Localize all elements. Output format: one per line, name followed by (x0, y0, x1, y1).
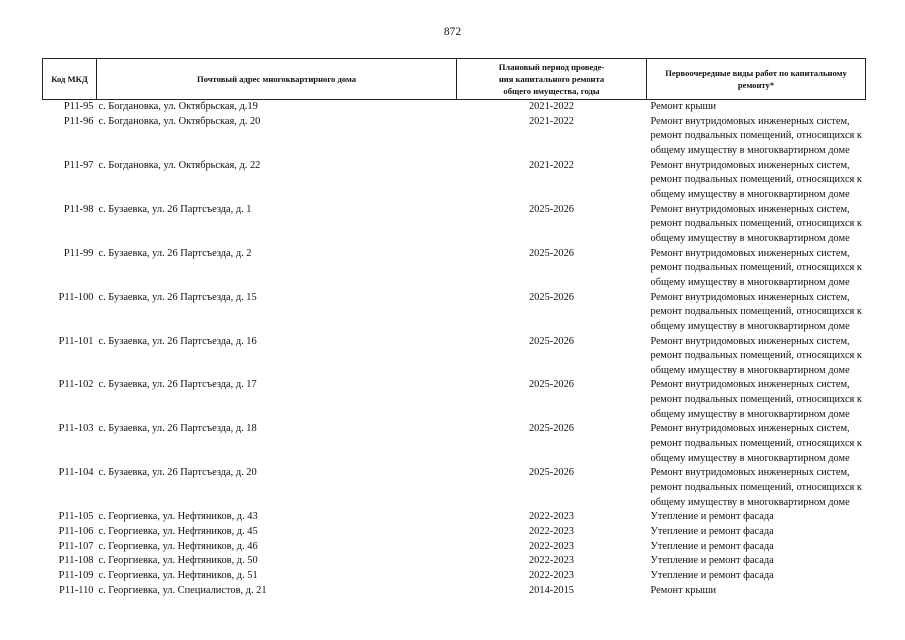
mkd-code-cell: Р11-108 (58, 555, 94, 567)
mkd-code-cell: Р11-109 (58, 570, 94, 581)
address-cell: с. Бузаевка, ул. 26 Партсъезда, д. 16 (98, 335, 257, 347)
period-cell: 2025-2026 (528, 467, 575, 479)
table-row (43, 291, 866, 335)
works-line: ремонт подвальных помещений, относящихся к (650, 218, 862, 230)
mkd-code-cell: Р11-96 (63, 115, 94, 127)
header-works-line: ремонту* (737, 80, 775, 90)
works-line: общему имуществу в многоквартирном доме (650, 188, 850, 200)
mkd-code-cell: Р11-99 (63, 247, 94, 259)
period-cell: 2025-2026 (528, 291, 575, 303)
works-line: общему имуществу в многоквартирном доме (650, 276, 850, 288)
header-works (647, 59, 866, 100)
works-cell (647, 115, 866, 159)
works-line: общему имуществу в многоквартирном доме (650, 232, 850, 244)
period-cell: 2021-2022 (528, 159, 575, 171)
address-cell: с. Бузаевка, ул. 26 Партсъезда, д. 2 (98, 247, 252, 259)
works-line: Ремонт крыши (650, 584, 717, 596)
table-row (43, 540, 866, 555)
mkd-code-cell: Р11-104 (58, 467, 94, 479)
table-row (43, 569, 866, 584)
table-row (43, 378, 866, 422)
period-cell: 2025-2026 (528, 247, 575, 259)
works-line: общему имуществу в многоквартирном доме (650, 320, 850, 332)
header-period-line: Плановый период проведе- (498, 62, 605, 72)
table-row (43, 247, 866, 291)
address-cell: с. Бузаевка, ул. 26 Партсъезда, д. 17 (98, 379, 257, 391)
capital-repair-table (42, 58, 866, 598)
table-row (43, 466, 866, 510)
mkd-code-cell: Р11-110 (59, 584, 94, 596)
table-row (43, 159, 866, 203)
works-cell (647, 291, 866, 335)
table-header (43, 59, 866, 100)
period-cell: 2022-2023 (528, 526, 575, 538)
works-cell (647, 378, 866, 422)
works-line: Ремонт внутридомовых инженерных систем, (650, 467, 850, 479)
mkd-code-cell: Р11-95 (63, 101, 94, 112)
address-cell: с. Бузаевка, ул. 26 Партсъезда, д. 1 (98, 203, 252, 215)
table-row (43, 525, 866, 540)
period-cell: 2022-2023 (528, 570, 575, 581)
table-row (43, 100, 866, 115)
address-cell: с. Богдановка, ул. Октябрьская, д.19 (98, 101, 258, 112)
works-cell (647, 569, 866, 584)
works-line: Утепление и ремонт фасада (650, 570, 774, 581)
works-line: ремонт подвальных помещений, относящихся к (650, 262, 862, 274)
mkd-code-cell: Р11-105 (58, 511, 94, 523)
works-line: ремонт подвальных помещений, относящихся к (650, 306, 862, 318)
works-line: Утепление и ремонт фасада (650, 555, 774, 567)
address-cell: с. Богдановка, ул. Октябрьская, д. 22 (98, 159, 261, 171)
header-period (457, 59, 647, 100)
works-line: ремонт подвальных помещений, относящихся к (650, 438, 862, 450)
header-period-line: общего имущества, годы (503, 86, 600, 96)
works-line: ремонт подвальных помещений, относящихся к (650, 174, 862, 186)
works-line: ремонт подвальных помещений, относящихся к (650, 130, 862, 142)
header-works-line: Первоочередные виды работ по капитальному (665, 68, 847, 78)
works-line: ремонт подвальных помещений, относящихся к (650, 394, 862, 406)
address-cell: с. Георгиевка, ул. Нефтяников, д. 45 (98, 526, 258, 538)
address-cell: с. Георгиевка, ул. Специалистов, д. 21 (98, 584, 267, 596)
works-line: Ремонт внутридомовых инженерных систем, (650, 291, 850, 303)
mkd-code-cell: Р11-103 (58, 423, 94, 435)
works-line: Утепление и ремонт фасада (650, 526, 774, 538)
works-cell (647, 540, 866, 555)
works-line: общему имуществу в многоквартирном доме (650, 144, 850, 156)
address-cell: с. Георгиевка, ул. Нефтяников, д. 50 (98, 555, 258, 567)
table-row (43, 554, 866, 569)
mkd-code-cell: Р11-106 (58, 526, 94, 538)
address-cell: с. Георгиевка, ул. Нефтяников, д. 46 (98, 540, 258, 552)
works-line: Ремонт внутридомовых инженерных систем, (650, 115, 850, 127)
period-cell: 2021-2022 (528, 115, 575, 127)
period-cell: 2025-2026 (528, 203, 575, 215)
address-cell: с. Бузаевка, ул. 26 Партсъезда, д. 15 (98, 291, 257, 303)
address-cell: с. Богдановка, ул. Октябрьская, д. 20 (98, 115, 261, 127)
table-row (43, 584, 866, 599)
mkd-code-cell: Р11-98 (63, 203, 94, 215)
works-line: Утепление и ремонт фасада (650, 511, 774, 523)
works-line: Ремонт внутридомовых инженерных систем, (650, 247, 850, 259)
table-row (43, 203, 866, 247)
period-cell: 2025-2026 (528, 379, 575, 391)
period-cell: 2025-2026 (528, 335, 575, 347)
works-cell (647, 203, 866, 247)
table-row (43, 422, 866, 466)
works-cell (647, 335, 866, 379)
works-line: Утепление и ремонт фасада (650, 540, 774, 552)
works-line: Ремонт внутридомовых инженерных систем, (650, 159, 850, 171)
header-code: Код МКД (43, 59, 97, 100)
table-row (43, 115, 866, 159)
header-period-line: ния капитального ремонта (498, 74, 605, 84)
works-cell (647, 100, 866, 115)
works-cell (647, 510, 866, 525)
period-cell: 2022-2023 (528, 511, 575, 523)
mkd-code-cell: Р11-102 (58, 379, 94, 391)
period-cell: 2025-2026 (528, 423, 575, 435)
works-cell (647, 525, 866, 540)
works-line: Ремонт внутридомовых инженерных систем, (650, 203, 850, 215)
works-line: общему имуществу в многоквартирном доме (650, 496, 850, 508)
works-cell (647, 159, 866, 203)
period-cell: 2022-2023 (528, 540, 575, 552)
mkd-code-cell: Р11-107 (58, 540, 94, 552)
mkd-code-cell: Р11-97 (63, 159, 94, 171)
table-row (43, 510, 866, 525)
table-row (43, 335, 866, 379)
page-number: 872 (443, 26, 462, 38)
works-cell (647, 247, 866, 291)
works-line: Ремонт внутридомовых инженерных систем, (650, 379, 850, 391)
works-cell (647, 466, 866, 510)
mkd-code-cell: Р11-101 (58, 335, 94, 347)
works-cell (647, 584, 866, 599)
works-line: Ремонт крыши (650, 101, 717, 112)
works-line: Ремонт внутридомовых инженерных систем, (650, 335, 850, 347)
address-cell: с. Георгиевка, ул. Нефтяников, д. 43 (98, 511, 258, 523)
period-cell: 2022-2023 (528, 555, 575, 567)
works-line: ремонт подвальных помещений, относящихся к (650, 482, 862, 494)
works-line: общему имуществу в многоквартирном доме (650, 408, 850, 420)
works-line: Ремонт внутридомовых инженерных систем, (650, 423, 850, 435)
address-cell: с. Бузаевка, ул. 26 Партсъезда, д. 18 (98, 423, 257, 435)
period-cell: 2014-2015 (528, 584, 575, 596)
works-cell (647, 422, 866, 466)
period-cell: 2021-2022 (528, 101, 575, 112)
address-cell: с. Бузаевка, ул. 26 Партсъезда, д. 20 (98, 467, 257, 479)
works-line: общему имуществу в многоквартирном доме (650, 364, 850, 376)
header-address: Почтовый адрес многоквартирного дома (97, 59, 457, 100)
address-cell: с. Георгиевка, ул. Нефтяников, д. 51 (98, 570, 258, 581)
table-body (43, 100, 866, 599)
works-line: ремонт подвальных помещений, относящихся к (650, 350, 862, 362)
works-line: общему имуществу в многоквартирном доме (650, 452, 850, 464)
works-cell (647, 554, 866, 569)
mkd-code-cell: Р11-100 (58, 291, 94, 303)
